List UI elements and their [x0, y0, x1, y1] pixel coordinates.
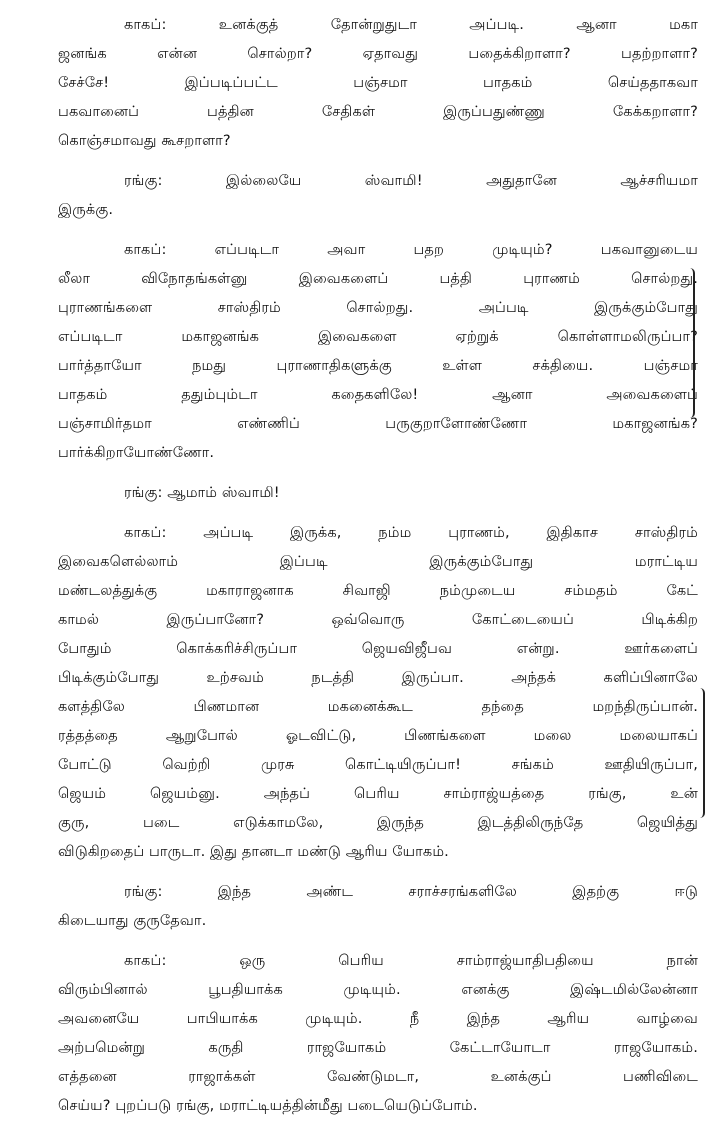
- text-line: காகப்: அப்படி இருக்க, நம்ம புராணம், இதிகாச சாஸ்திரம்: [124, 524, 698, 541]
- text-line: விரும்பினால் பூபதியாக்க முடியும். எனக்கு இஷ்டமில்லேன்னா: [58, 981, 698, 998]
- paragraph: [58, 478, 698, 507]
- text-line: களத்திலே பிணமான மகனைக்கூட தந்தை மறந்திருப்பான்.: [58, 698, 698, 715]
- text-line: ரங்கு: இல்லையே ஸ்வாமி! அதுதானே ஆச்சரியமா: [124, 172, 698, 189]
- text-line: அவனையே பாபியாக்க முடியும். நீ இந்த ஆரிய வாழ்வை: [58, 1010, 698, 1027]
- paragraph: [58, 235, 698, 467]
- text-line: மண்டலத்துக்கு மகாராஜனாக சிவாஜி நம்முடைய சம்மதம் கேட்: [58, 582, 698, 599]
- text-line: காகப்: ஒரு பெரிய சாம்ராஜ்யாதிபதியை நான்: [124, 952, 698, 969]
- text-line: காமல் இருப்பானோ? ஒவ்வொரு கோட்டையைப் பிடிக்கிற: [58, 611, 698, 628]
- paragraph: [58, 877, 698, 935]
- text-line: சேச்சே! இப்படிப்பட்ட பஞ்சமா பாதகம் செய்ததாகவா: [58, 74, 698, 91]
- margin-bracket-mark: [700, 688, 705, 818]
- text-line: ரங்கு: இந்த அண்ட சராச்சரங்களிலே இதற்கு ஈடு: [124, 883, 698, 900]
- text-line: ரத்தத்தை ஆறுபோல் ஓடவிட்டு, பிணங்களை மலை மலையாகப்: [58, 727, 698, 744]
- text-line: கொஞ்சமாவது கூசறாளா?: [58, 132, 231, 149]
- paragraph: [58, 166, 698, 224]
- text-line: செய்ய? புறப்படு ரங்கு, மராட்டியத்தின்மீது படையெடுப்போம்.: [58, 1097, 478, 1114]
- document-page: [58, 10, 698, 1131]
- text-line: பகவானைப் பத்தின சேதிகள் இருப்பதுண்ணு கேக்கறாளா?: [58, 103, 698, 120]
- text-line: குரு, படை எடுக்காமலே, இருந்த இடத்திலிருந்தே ஜெயித்து: [58, 814, 698, 831]
- text-line: போட்டு வெற்றி முரசு கொட்டியிருப்பா! சங்கம் ஊதியிருப்பா,: [58, 756, 698, 773]
- text-line: எத்தனை ராஜாக்கள் வேண்டுமடா, உனக்குப் பணிவிடை: [58, 1068, 698, 1085]
- text-line: போதும் கொக்கரிச்சிருப்பா ஜெயவிஜீபவ என்று. ஊர்களைப்: [58, 640, 698, 657]
- text-line: காகப்: உனக்குத் தோன்றுதுடா அப்படி. ஆனா மகா: [124, 16, 698, 33]
- text-line: அற்பமென்று கருதி ராஜயோகம் கேட்டாயோடா ராஜயோகம்.: [58, 1039, 698, 1056]
- text-line: பிடிக்கும்போது உற்சவம் நடத்தி இருப்பா. அந்தக் களிப்பினாலே: [58, 669, 698, 686]
- text-line: பஞ்சாமிர்தமா எண்ணிப் பருகுறாளோண்ணோ மகாஜனங்க?: [58, 415, 698, 432]
- text-line: எப்படிடா மகாஜனங்க இவைகளை ஏற்றுக் கொள்ளாமலிருப்பா?: [58, 328, 698, 345]
- text-line: இருக்கு.: [58, 201, 114, 218]
- paragraph: [58, 518, 698, 866]
- paragraph: [58, 10, 698, 155]
- text-line: ஜனங்க என்ன சொல்றா? ஏதாவது பதைக்கிறாளா? பதற்றாளா?: [58, 45, 698, 62]
- text-line: விடுகிறதைப் பாருடா. இது தானடா மண்டு ஆரிய யோகம்.: [58, 843, 449, 860]
- text-line: பார்க்கிறாயோண்ணோ.: [58, 444, 215, 461]
- text-line: கிடையாது குருதேவா.: [58, 912, 207, 929]
- text-line: லீலா விநோதங்கள்னு இவைகளைப் பத்தி புராணம் சொல்றது.: [58, 270, 698, 287]
- text-line: பார்த்தாயோ நமது புராணாதிகளுக்கு உள்ள சக்தியை. பஞ்சமா: [58, 357, 698, 374]
- text-line: புராணங்களை சாஸ்திரம் சொல்றது. அப்படி இருக்கும்போது: [58, 299, 698, 316]
- text-line: பாதகம் ததும்பும்டா கதைகளிலே! ஆனா அவைகளைப்: [58, 386, 698, 403]
- margin-bracket-mark: [690, 268, 695, 418]
- text-line: இவைகளெல்லாம் இப்படி இருக்கும்போது மராட்டிய: [58, 553, 698, 570]
- text-line: காகப்: எப்படிடா அவா பதற முடியும்? பகவானுடைய: [124, 241, 698, 258]
- text-line: ரங்கு: ஆமாம் ஸ்வாமி!: [124, 484, 280, 501]
- text-line: ஜெயம் ஜெயம்னு. அந்தப் பெரிய சாம்ராஜ்யத்தை ரங்கு, உன்: [58, 785, 698, 802]
- paragraph: [58, 946, 698, 1120]
